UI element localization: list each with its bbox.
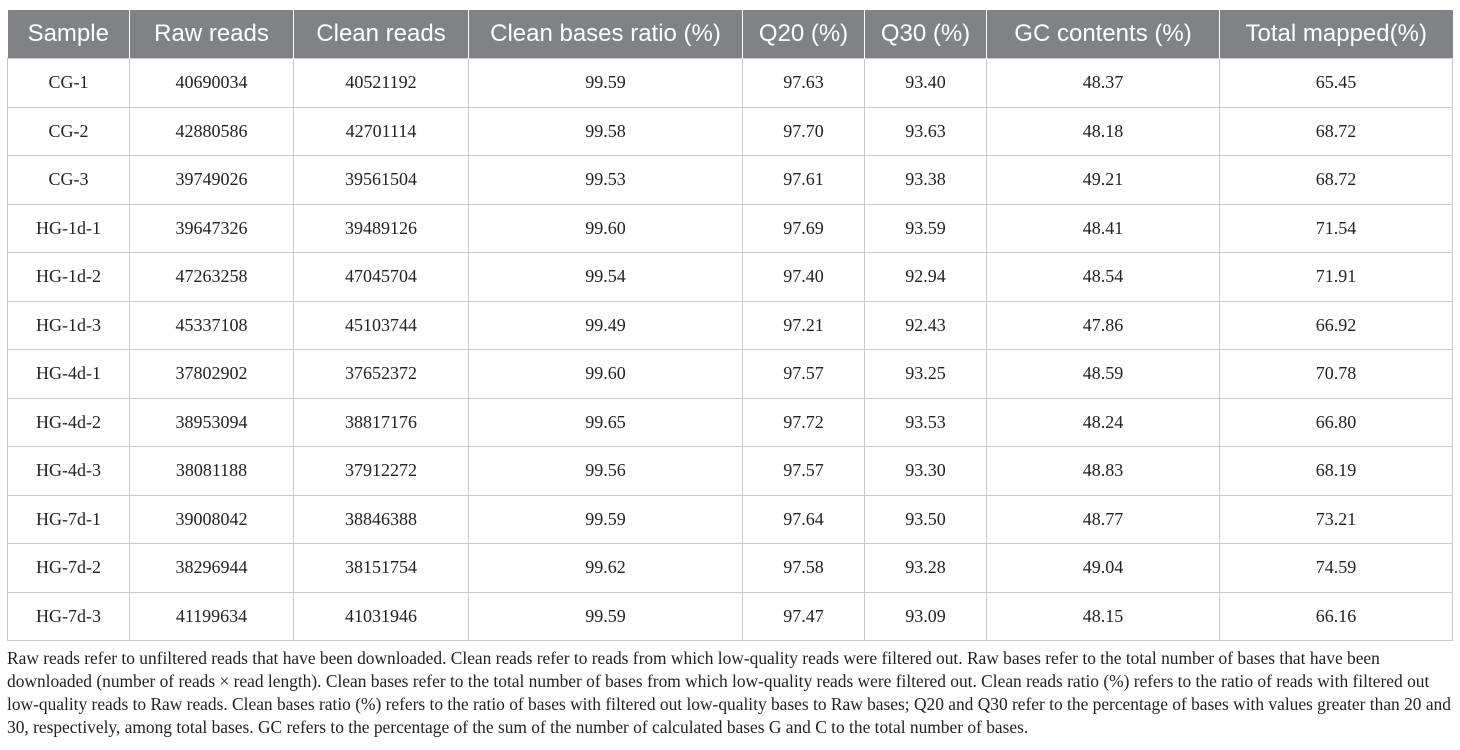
- cell-clean-reads: 39561504: [294, 156, 469, 205]
- cell-clean-reads: 38846388: [294, 495, 469, 544]
- cell-raw-reads: 38081188: [130, 447, 294, 496]
- cell-clean-reads: 41031946: [294, 592, 469, 641]
- cell-q20: 97.69: [743, 204, 865, 253]
- cell-q20: 97.57: [743, 350, 865, 399]
- cell-total-mapped: 68.72: [1220, 107, 1453, 156]
- cell-clean-reads: 37912272: [294, 447, 469, 496]
- cell-clean-bases-ratio: 99.58: [469, 107, 743, 156]
- table-row: [8, 350, 1453, 399]
- cell-total-mapped: 68.19: [1220, 447, 1453, 496]
- cell-q30: 93.40: [865, 59, 987, 108]
- table-row: [8, 544, 1453, 593]
- table-row: [8, 592, 1453, 641]
- data-table-container: [7, 10, 1452, 641]
- table-row: [8, 59, 1453, 108]
- table-row: [8, 107, 1453, 156]
- table-row: [8, 301, 1453, 350]
- cell-total-mapped: 74.59: [1220, 544, 1453, 593]
- cell-q30: 93.63: [865, 107, 987, 156]
- cell-total-mapped: 70.78: [1220, 350, 1453, 399]
- cell-q30: 93.28: [865, 544, 987, 593]
- cell-q30: 92.43: [865, 301, 987, 350]
- header-gc-contents: GC contents (%): [987, 10, 1220, 59]
- cell-q20: 97.47: [743, 592, 865, 641]
- cell-raw-reads: 38296944: [130, 544, 294, 593]
- cell-total-mapped: 66.80: [1220, 398, 1453, 447]
- cell-clean-reads: 40521192: [294, 59, 469, 108]
- cell-gc-contents: 49.21: [987, 156, 1220, 205]
- cell-raw-reads: 40690034: [130, 59, 294, 108]
- cell-sample: HG-1d-2: [8, 253, 130, 302]
- cell-q20: 97.57: [743, 447, 865, 496]
- header-clean-bases-ratio: Clean bases ratio (%): [469, 10, 743, 59]
- header-q20: Q20 (%): [743, 10, 865, 59]
- cell-clean-bases-ratio: 99.60: [469, 204, 743, 253]
- cell-total-mapped: 65.45: [1220, 59, 1453, 108]
- header-total-mapped: Total mapped(%): [1220, 10, 1453, 59]
- cell-sample: HG-4d-1: [8, 350, 130, 399]
- cell-clean-bases-ratio: 99.65: [469, 398, 743, 447]
- cell-gc-contents: 49.04: [987, 544, 1220, 593]
- cell-q30: 93.09: [865, 592, 987, 641]
- table-row: [8, 447, 1453, 496]
- table-row: [8, 398, 1453, 447]
- cell-q30: 92.94: [865, 253, 987, 302]
- cell-total-mapped: 68.72: [1220, 156, 1453, 205]
- header-q30: Q30 (%): [865, 10, 987, 59]
- cell-raw-reads: 38953094: [130, 398, 294, 447]
- cell-total-mapped: 66.92: [1220, 301, 1453, 350]
- cell-clean-bases-ratio: 99.53: [469, 156, 743, 205]
- header-sample: Sample: [8, 10, 130, 59]
- cell-clean-reads: 38151754: [294, 544, 469, 593]
- cell-gc-contents: 48.37: [987, 59, 1220, 108]
- cell-sample: CG-3: [8, 156, 130, 205]
- header-row: [8, 10, 1453, 59]
- header-clean-reads: Clean reads: [294, 10, 469, 59]
- cell-gc-contents: 48.15: [987, 592, 1220, 641]
- cell-clean-bases-ratio: 99.59: [469, 59, 743, 108]
- cell-gc-contents: 48.41: [987, 204, 1220, 253]
- cell-total-mapped: 66.16: [1220, 592, 1453, 641]
- cell-clean-bases-ratio: 99.56: [469, 447, 743, 496]
- cell-sample: HG-4d-3: [8, 447, 130, 496]
- cell-raw-reads: 39008042: [130, 495, 294, 544]
- table-row: [8, 253, 1453, 302]
- cell-gc-contents: 48.77: [987, 495, 1220, 544]
- cell-q30: 93.50: [865, 495, 987, 544]
- table-header: [8, 10, 1453, 59]
- cell-clean-reads: 39489126: [294, 204, 469, 253]
- cell-q20: 97.64: [743, 495, 865, 544]
- cell-sample: HG-1d-3: [8, 301, 130, 350]
- cell-clean-bases-ratio: 99.59: [469, 592, 743, 641]
- table-footnote: Raw reads refer to unfiltered reads that have been downloaded. Clean reads refer to reads from which low-quality reads were filtered out. Raw bases refer to the total number of bases that have been downloaded (number of reads × read length). Clean bases refer to the total number of bases from which low-quality reads were filtered out. Clean reads ratio (%) refers to the ratio of reads with filtered out low-quality reads to Raw reads. Clean bases ratio (%) refers to the ratio of bases with filtered out low-quality bases to Raw bases; Q20 and Q30 refer to the percentage of bases with values greater than 20 and 30, respectively, among total bases. GC refers to the percentage of the sum of the number of calculated bases G and C to the total number of bases.: [7, 648, 1451, 737]
- cell-clean-reads: 37652372: [294, 350, 469, 399]
- cell-gc-contents: 47.86: [987, 301, 1220, 350]
- cell-clean-bases-ratio: 99.62: [469, 544, 743, 593]
- cell-q20: 97.70: [743, 107, 865, 156]
- cell-gc-contents: 48.24: [987, 398, 1220, 447]
- cell-raw-reads: 42880586: [130, 107, 294, 156]
- table-row: [8, 204, 1453, 253]
- cell-clean-bases-ratio: 99.54: [469, 253, 743, 302]
- cell-clean-reads: 42701114: [294, 107, 469, 156]
- cell-sample: HG-4d-2: [8, 398, 130, 447]
- cell-gc-contents: 48.18: [987, 107, 1220, 156]
- cell-total-mapped: 73.21: [1220, 495, 1453, 544]
- cell-clean-reads: 38817176: [294, 398, 469, 447]
- cell-total-mapped: 71.91: [1220, 253, 1453, 302]
- sequencing-quality-table: [7, 10, 1453, 641]
- table-row: [8, 156, 1453, 205]
- table-body: [8, 59, 1453, 641]
- cell-sample: CG-2: [8, 107, 130, 156]
- cell-raw-reads: 39749026: [130, 156, 294, 205]
- cell-q30: 93.25: [865, 350, 987, 399]
- cell-raw-reads: 41199634: [130, 592, 294, 641]
- header-raw-reads: Raw reads: [130, 10, 294, 59]
- cell-sample: HG-7d-1: [8, 495, 130, 544]
- cell-q20: 97.21: [743, 301, 865, 350]
- cell-total-mapped: 71.54: [1220, 204, 1453, 253]
- cell-clean-reads: 45103744: [294, 301, 469, 350]
- cell-q20: 97.61: [743, 156, 865, 205]
- cell-q20: 97.40: [743, 253, 865, 302]
- cell-clean-bases-ratio: 99.59: [469, 495, 743, 544]
- cell-gc-contents: 48.83: [987, 447, 1220, 496]
- cell-q30: 93.59: [865, 204, 987, 253]
- cell-clean-bases-ratio: 99.60: [469, 350, 743, 399]
- cell-q20: 97.58: [743, 544, 865, 593]
- cell-sample: CG-1: [8, 59, 130, 108]
- cell-gc-contents: 48.59: [987, 350, 1220, 399]
- cell-q30: 93.38: [865, 156, 987, 205]
- cell-raw-reads: 39647326: [130, 204, 294, 253]
- cell-q20: 97.72: [743, 398, 865, 447]
- cell-sample: HG-7d-2: [8, 544, 130, 593]
- cell-gc-contents: 48.54: [987, 253, 1220, 302]
- cell-raw-reads: 37802902: [130, 350, 294, 399]
- cell-q30: 93.30: [865, 447, 987, 496]
- cell-sample: HG-1d-1: [8, 204, 130, 253]
- cell-q30: 93.53: [865, 398, 987, 447]
- cell-raw-reads: 47263258: [130, 253, 294, 302]
- table-row: [8, 495, 1453, 544]
- cell-clean-bases-ratio: 99.49: [469, 301, 743, 350]
- cell-clean-reads: 47045704: [294, 253, 469, 302]
- cell-q20: 97.63: [743, 59, 865, 108]
- cell-sample: HG-7d-3: [8, 592, 130, 641]
- cell-raw-reads: 45337108: [130, 301, 294, 350]
